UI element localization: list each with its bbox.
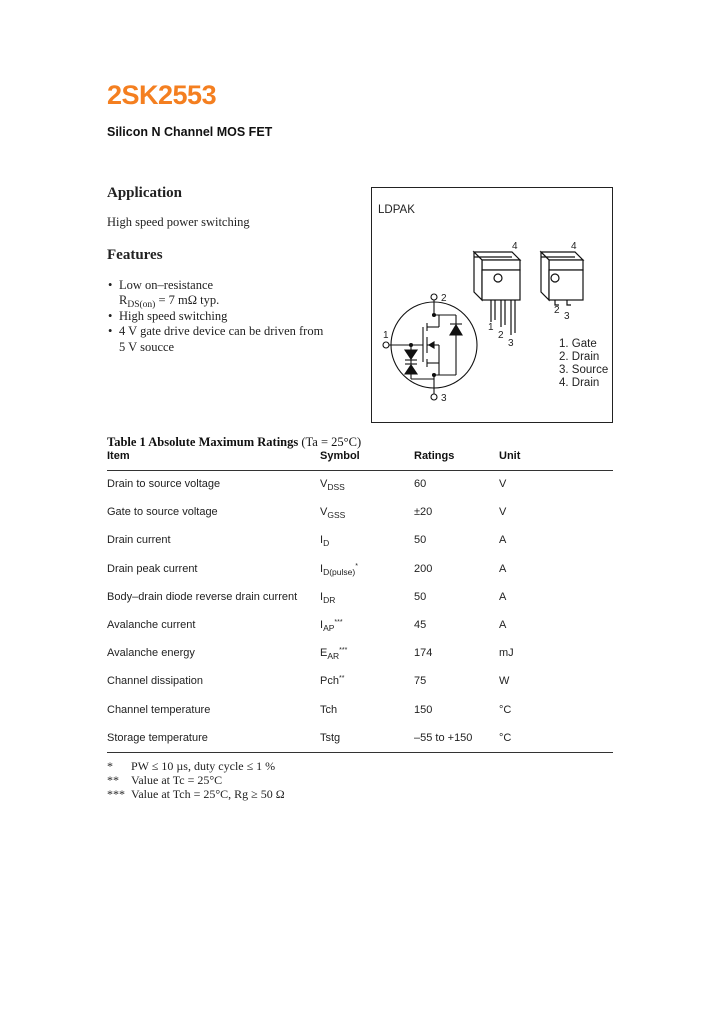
application-text: High speed power switching <box>107 215 250 229</box>
row-unit: °C <box>499 703 512 716</box>
pin-label: 2 <box>498 330 504 341</box>
pin-label: 1 <box>488 322 494 333</box>
mosfet-symbol-icon <box>383 294 477 400</box>
row-symbol: $I_{DR}$ <box>320 590 336 605</box>
pin-label: 2 <box>554 305 560 316</box>
row-symbol: $I_{D(pulse)}^*$ <box>320 562 358 577</box>
row-symbol: $E_{AR}^{***}$ <box>320 647 348 662</box>
row-unit: A <box>499 619 507 631</box>
pin-label: 3 <box>564 311 570 322</box>
row-unit: V <box>499 478 507 490</box>
footnote-mark: ** <box>107 773 119 787</box>
features-heading: Features <box>107 247 163 263</box>
feature-item: Low on–resistance <box>119 278 214 292</box>
row-item: Avalanche energy <box>107 647 195 660</box>
row-symbol: $V_{DSS}$ <box>320 478 345 492</box>
bullet-marker: • <box>108 324 113 338</box>
column-header-symbol: Symbol <box>320 450 360 462</box>
bullet-marker: • <box>108 278 113 292</box>
row-unit: V <box>499 506 507 519</box>
row-unit: A <box>499 534 507 547</box>
application-heading: Application <box>107 185 183 201</box>
column-header-item: Item <box>107 450 130 462</box>
row-unit: mJ <box>499 647 514 660</box>
row-rating: 50 <box>414 590 427 603</box>
part-subtitle: Silicon N Channel MOS FET <box>107 125 273 139</box>
row-item: Gate to source voltage <box>107 506 218 519</box>
row-item: Drain peak current <box>107 562 198 575</box>
part-number-title: 2SK2553 <box>107 80 217 110</box>
row-item: Channel temperature <box>107 703 211 716</box>
row-item: Drain to source voltage <box>107 478 221 490</box>
footnote-text: Value at Tch = 25°C, Rg ≥ 50 Ω <box>131 787 285 801</box>
column-header-ratings: Ratings <box>414 450 455 462</box>
pin-label: 4 <box>512 241 518 252</box>
pin-legend-source: 3. Source <box>559 364 609 376</box>
row-rating: 75 <box>414 675 427 688</box>
feature-item: High speed switching <box>119 309 228 323</box>
footnote-mark: * <box>107 759 113 773</box>
row-symbol: $V_{GSS}$ <box>320 506 346 521</box>
pin-label: 3 <box>508 338 514 349</box>
row-rating: –55 to +150 <box>414 731 473 744</box>
pin-legend-drain-tab: 4. Drain <box>559 377 600 389</box>
package-smd-icon <box>541 252 583 305</box>
row-item: Avalanche current <box>107 619 196 631</box>
row-rating: 200 <box>414 562 433 575</box>
row-unit: A <box>499 590 507 603</box>
column-header-unit: Unit <box>499 450 521 462</box>
table-title: Table 1 Absolute Maximum Ratings (Ta = 25°C) <box>107 435 362 449</box>
schematic-pin-label: 2 <box>441 293 447 304</box>
feature-item: 4 V gate drive device can be driven from <box>119 324 324 338</box>
row-rating: 45 <box>414 619 427 631</box>
row-rating: ±20 <box>414 506 433 519</box>
footnote-mark: *** <box>107 787 125 801</box>
row-unit: °C <box>499 731 512 744</box>
row-item: Body–drain diode reverse drain current <box>107 590 298 603</box>
row-item: Drain current <box>107 534 171 547</box>
footnote-text: PW ≤ 10 µs, duty cycle ≤ 1 % <box>131 759 276 773</box>
row-rating: 50 <box>414 534 427 547</box>
row-rating: 60 <box>414 478 427 490</box>
bullet-marker: • <box>108 309 113 323</box>
pin-legend-gate: 1. Gate <box>559 338 597 350</box>
row-symbol: $I_{AP}^{***}$ <box>320 619 343 633</box>
row-item: Storage temperature <box>107 731 208 744</box>
pin-legend-drain: 2. Drain <box>559 351 600 363</box>
row-symbol: Tch <box>320 703 338 716</box>
row-unit: A <box>499 562 507 575</box>
feature-item: 5 V soucce <box>119 340 175 354</box>
table-bottom-rule <box>107 752 613 753</box>
row-rating: 150 <box>414 703 433 716</box>
package-name: LDPAK <box>378 204 415 216</box>
package-front-icon <box>474 252 520 335</box>
schematic-pin-label: 1 <box>383 330 389 341</box>
row-symbol: Pch** <box>320 675 345 688</box>
row-unit: W <box>499 675 510 688</box>
feature-rds-symbol: $R_{DS(on)} = 7$ mΩ typ. <box>119 293 220 310</box>
row-item: Channel dissipation <box>107 675 204 688</box>
row-symbol: Tstg <box>320 731 341 744</box>
pin-label: 4 <box>571 241 577 252</box>
row-rating: 174 <box>414 647 433 660</box>
table-header-rule <box>107 470 613 471</box>
schematic-pin-label: 3 <box>441 393 447 404</box>
row-symbol: $I_D$ <box>320 534 330 549</box>
footnote-text: Value at Tc = 25°C <box>131 773 223 787</box>
